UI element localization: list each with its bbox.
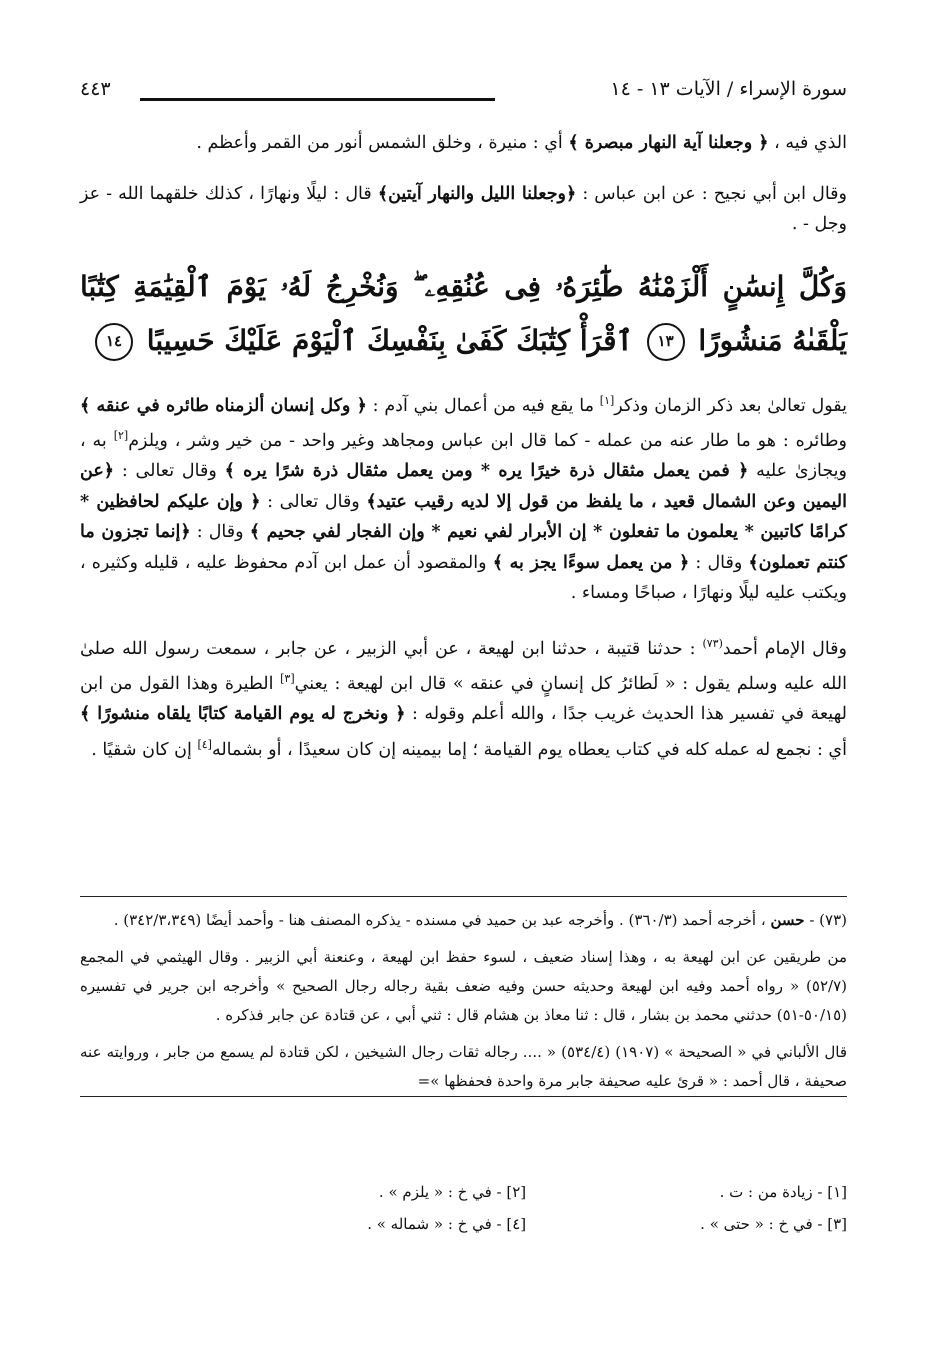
footnotes (80, 906, 847, 1105)
paragraph-1 (80, 128, 847, 159)
variant-note-1: [١] - زيادة من : ت . (719, 1183, 847, 1201)
main-text (80, 128, 847, 785)
verse-14-text: ٱقْرَأْ كِتَٰبَكَ كَفَىٰ بِنَفْسِكَ ٱلْيَوْمَ عَلَيْكَ حَسِيبًا (146, 323, 633, 357)
text: قال : ليلًا ونهارًا ، كذلك خلقهما الله - عز وجل - . (80, 183, 847, 234)
paragraph-2 (80, 179, 847, 240)
footnote-73-albani: قال الألباني في « الصحيحة » (١٩٠٧) (٥٣٤/٤) « .... رجاله ثقات رجال الشيخين ، لكن قتادة لم يسمع من جابر ، وروايته عنه صحيفة ، قال أحمد : « قرئ عليه صحيفة جابر مرة واحدة فحفظها »= (80, 1038, 847, 1097)
text: وطائره : هو ما طار عنه من عمله - كما قال ابن عباس ومجاهد وغير واحد - من خير وشر ، ويلزم (128, 430, 848, 451)
text: يقول تعالىٰ بعد ذكر الزمان وذكر (614, 395, 848, 416)
text: : حدثنا قتيبة ، حدثنا ابن لهيعة ، عن أبي الزبير ، عن جابر ، سمعت رسول الله صلىٰ الله عليه وسلم يقول : « لَطائرُ كل إنسانٍ في عنقه » قال ابن لهيعة : يعني (80, 638, 847, 694)
ayah-number-14: ١٤ (95, 323, 133, 361)
text: وقال الإمام أحمد (722, 638, 847, 659)
note-ref-1: [١] (599, 393, 615, 407)
quran-quote: ﴿ ونخرج له يوم القيامة كتابًا يلقاه منشورًا ﴾ (80, 704, 406, 725)
note-ref-4: [٤] (197, 737, 212, 751)
text: (٧٣) - (804, 911, 847, 929)
verse-13-text: وَكُلَّ إِنسَٰنٍ أَلْزَمْنَٰهُ طَٰٓئِرَهُۥ فِى عُنُقِهِۦ ۖ وَنُخْرِجُ لَهُۥ يَوْمَ ٱلْقِيَٰمَةِ كِتَٰبًا يَلْقَىٰهُ مَنشُورًا (80, 269, 847, 357)
page-number: ٤٤٣ (80, 78, 111, 100)
text: الذي فيه ، (768, 133, 847, 153)
grade-label: حسن (770, 911, 805, 929)
text: إن كان شقيًا . (91, 739, 198, 760)
ayah-number-13: ١٣ (647, 323, 685, 361)
text: وقال ابن أبي نجيح : عن ابن عباس : (576, 183, 847, 204)
text: ، أخرجه أحمد (٣٦٠/٣) . وأخرجه عبد بن حميد في مسنده - يذكره المصنف هنا - وأحمد أيضًا (٣٤٢/٣،٣٤٩) . (113, 911, 771, 929)
text: الطيرة وهذا القول من ابن لهيعة في تفسير هذا الحديث غريب جدًا ، والله أعلم وقوله : (80, 673, 847, 725)
text: أي : منيرة ، وخلق الشمس أنور من القمر وأعظم . (196, 133, 569, 153)
page-header (80, 78, 847, 112)
quran-quote: ﴿ من يعمل سوءًا يجز به ﴾ (492, 552, 690, 573)
text: أي : نجمع له عمله كله في كتاب يعطاه يوم القيامة ؛ إما بيمينه إن كان سعيدًا ، أو بشماله (211, 739, 847, 760)
quran-quote: ﴿إنما تجزون ما كنتم تعملون﴾ (80, 522, 847, 573)
footnote-73-body: من طريقين عن ابن لهيعة به ، وهذا إسناد ضعيف ، لسوء حفظ ابن لهيعة ، وعنعنة أبي الزبير . وقال الهيثمي في المجمع (٥٢/٧) « رواه أحمد وفيه ابن لهيعة وحديثه حسن وفيه ضعف بقية رجاله رجال الصحيح » وأخرجه ابن جرير في تفسيره (٥٠/١٥-٥١) حدثني محمد بن بشار ، قال : ثنا معاذ بن هشام قال : ثني أبي ، عن قتادة عن جابر فذكره . (80, 948, 847, 1024)
text: وقال تعالى : (114, 461, 225, 482)
header-rule (140, 98, 495, 101)
footnote-separator (80, 896, 847, 897)
running-title: سورة الإسراء / الآيات ١٣ - ١٤ (610, 78, 847, 100)
text: وقال تعالى : (260, 491, 367, 512)
variant-note-4: [٤] - في خ : « شماله » . (367, 1215, 527, 1233)
notes-row (230, 1176, 847, 1208)
quran-quote: ﴿ وكل إنسان ألزمناه طائره في عنقه ﴾ (80, 395, 367, 416)
note-ref-2: [٢] (113, 428, 129, 442)
paragraph-4 (80, 629, 847, 765)
paragraph-3 (80, 386, 847, 609)
footnote-73-head (80, 906, 847, 935)
variant-note-3: [٣] - في خ : « حتى » . (700, 1215, 847, 1233)
notes-row (230, 1208, 847, 1240)
variant-note-2: [٢] - في خ : « يلزم » . (378, 1183, 527, 1201)
text: به ، ويجازىٰ عليه (80, 430, 847, 482)
quran-quote: ﴿وجعلنا الليل والنهار آيتين﴾ (377, 183, 577, 204)
quran-quote: ﴿ وجعلنا آية النهار مبصرة ﴾ (568, 133, 769, 153)
note-ref-3: [٣] (280, 671, 295, 685)
text: والمقصود أن عمل ابن آدم محفوظ عليه ، قليله وكثيره ، ويكتب عليه ليلًا ونهارًا ، صباحًا ومساء . (80, 552, 847, 604)
quran-quote: ﴿عن اليمين وعن الشمال قعيد ، ما يلفظ من قول إلا لديه رقيب عتيد﴾ (80, 461, 847, 512)
quran-verses (80, 260, 847, 368)
variant-notes (230, 1176, 847, 1240)
quran-quote: ﴿ فمن يعمل مثقال ذرة خيرًا يره * ومن يعمل مثقال ذرة شرًا يره ﴾ (224, 461, 749, 482)
footnote-ref-73: (٧٣) (702, 636, 723, 650)
quran-quote: ﴿ وإن عليكم لحافظين * كرامًا كاتبين * يعلمون ما تفعلون * إن الأبرار لفي نعيم * وإن الفجار لفي جحيم ﴾ (80, 491, 848, 543)
text: وقال : (190, 522, 250, 543)
text: وقال : (689, 552, 749, 573)
text: ما يقع فيه من أعمال بني آدم : (366, 395, 600, 416)
